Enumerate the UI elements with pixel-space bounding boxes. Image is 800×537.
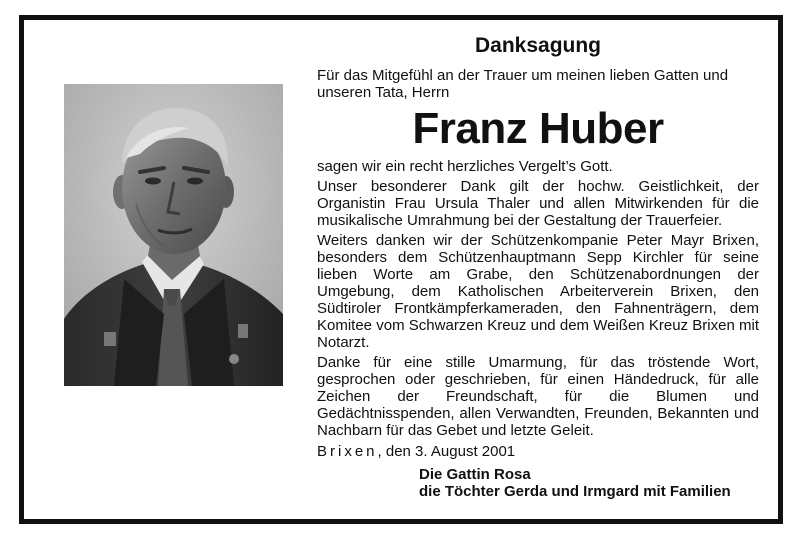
- date-text: , den 3. August 2001: [377, 443, 516, 460]
- signatures: [419, 466, 759, 500]
- thanks-paragraph-2: Unser besonderer Dank gilt der hochw. Geistlichkeit, der Organistin Frau Ursula Thaler und allen Mitwirkenden für die musikalische Umrahmung bei der Gestaltung der Trauerfeier.: [317, 178, 759, 229]
- place-name: Brixen: [317, 443, 378, 460]
- portrait-image: [64, 84, 283, 386]
- portrait-photo: [64, 84, 283, 386]
- thanks-paragraph-3: Weiters danken wir der Schützenkompanie Peter Mayr Brixen, besonders dem Schützenhauptmann Sepp Kirchler für seine lieben Worte am Grabe, den Schützenabordnungen der Umgebung, dem Katholischen Arbeiterverein Brixen, den Südtiroler Frontkämpferkameraden, den Fahnenträgern, dem Komitee vom Schwarzen Kreuz und dem Weißen Kreuz Brixen mit Notarzt.: [317, 232, 759, 351]
- notice-text: [317, 34, 759, 500]
- notice-heading: Danksagung: [474, 34, 602, 57]
- intro-text: Für das Mitgefühl an der Trauer um meinen lieben Gatten und unseren Tata, Herrn: [317, 67, 729, 101]
- thanks-paragraph-4: Danke für eine stille Umarmung, für das tröstende Wort, gesprochen oder geschrieben, für einen Händedruck, für alle Zeichen der Freundschaft, für die Blumen und Gedächtnisspenden, allen Verwandten, Freunden, Bekannten und Nachbarn für das Gebet und letzte Geleit.: [317, 354, 759, 439]
- obituary-frame: [19, 15, 783, 524]
- signature-line-2: die Töchter Gerda und Irmgard mit Familien: [419, 483, 731, 500]
- place-date-line: [317, 443, 759, 460]
- thanks-paragraph-1: sagen wir ein recht herzliches Vergelt’s Gott.: [317, 158, 613, 175]
- signature-line-1: Die Gattin Rosa: [419, 466, 531, 483]
- deceased-name: Franz Huber: [412, 104, 664, 153]
